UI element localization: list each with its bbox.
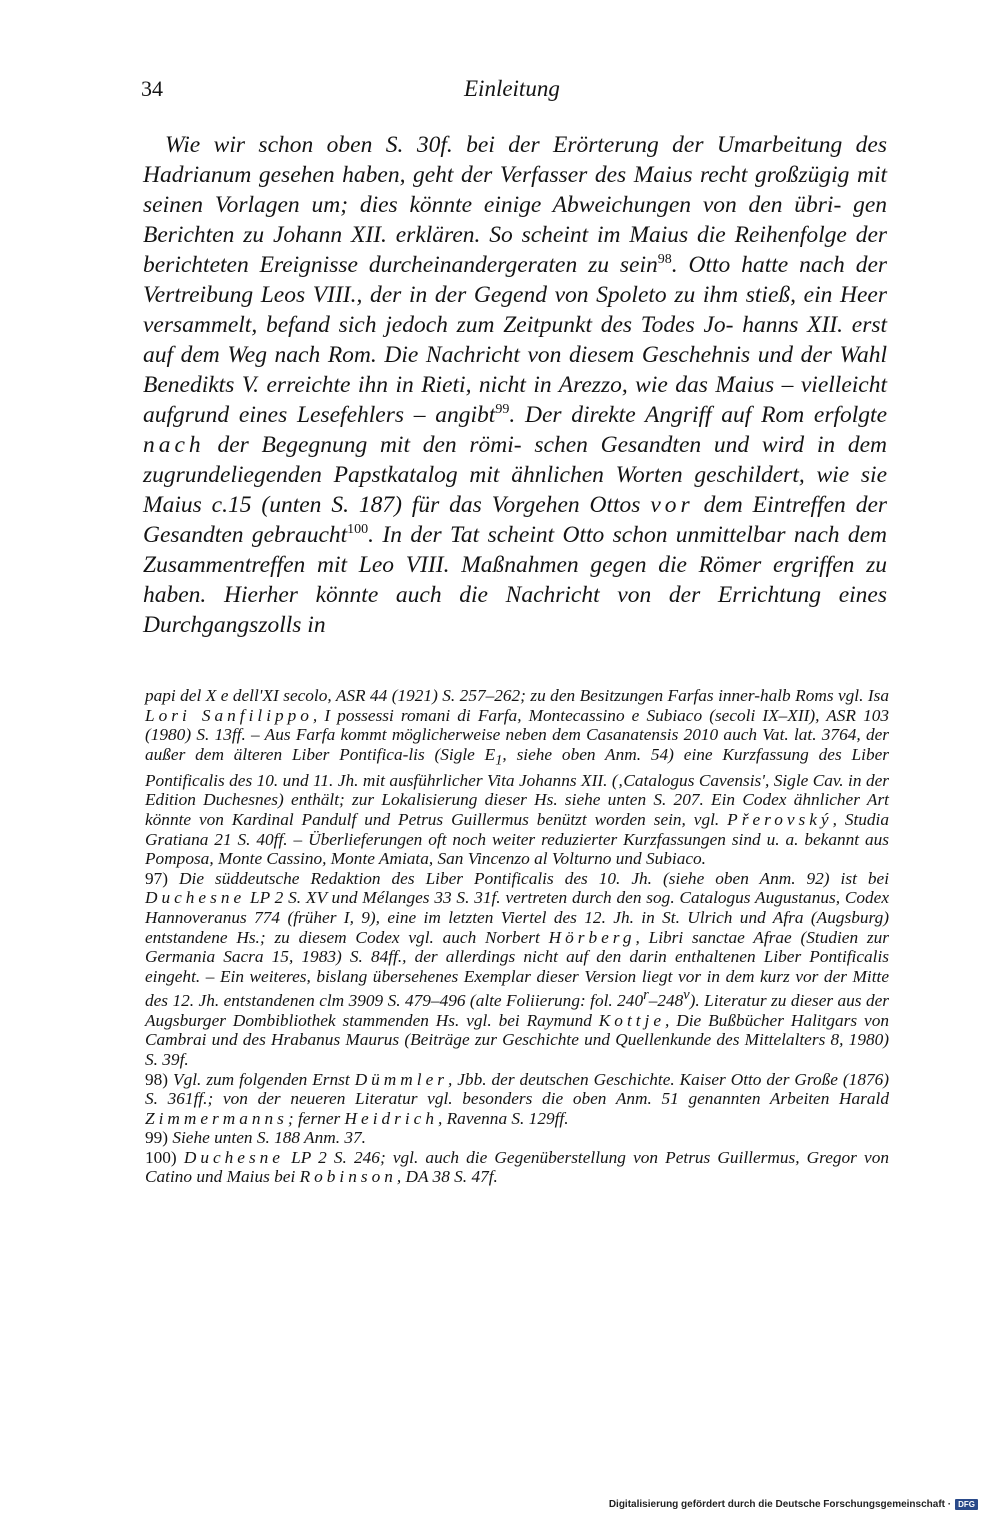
fn-text: Vgl. zum folgenden Ernst [168, 1069, 355, 1089]
fn-text: , Ravenna S. 129ff. [437, 1108, 569, 1128]
subscript: 1 [495, 752, 503, 769]
text-line: mit seinen Vorlagen um; dies könnte einige Abweichungen von den übri- [143, 162, 887, 218]
page-number: 34 [141, 76, 163, 101]
author-name: Dümmler [354, 1069, 448, 1089]
footnote-97 [145, 869, 889, 1070]
text-line: Geschehnis und der Wahl Benedikts V. erreichte ihn in Rieti, nicht in [143, 342, 887, 398]
author-name: Robinson [299, 1167, 397, 1187]
fn-text: Siehe unten S. 188 Anm. 37. [168, 1128, 366, 1148]
author-name: Přerovský [727, 810, 833, 830]
text-line: gen Berichten zu Johann XII. erklären. So scheint im Maius die Reihenfolge [143, 192, 887, 248]
text-line: Vorgehen Ottos [491, 492, 641, 518]
fn-text: , I possessi romani di Farfa, Montecassino e Subiaco (secoli IX–XII), ASR 103 (1980) S. 13ff. – Aus Farfa kommt möglicherweise neben dem Casanatensis 2010 auch Vat. lat. 3764, der außer dem älteren Liber Pontifica-lis (Sigle E [145, 705, 889, 764]
fn-text: , Jbb. der deutschen Geschichte. Kaiser Otto der Große (1876) S. 361ff.; von der neueren Literatur vgl. besonders die oben Anm. 51 genannten Arbeiten Harald [145, 1069, 889, 1109]
fn-text: –248 [648, 991, 684, 1011]
footnote-ref-98: 98 [657, 252, 672, 267]
fn-text: Die süddeutsche Redaktion des Liber Pontificalis des 10. Jh. (siehe oben Anm. 92) ist bei [168, 868, 889, 888]
footnote-ref-100: 100 [347, 522, 369, 537]
author-name: Hörberg [548, 927, 636, 947]
text-line: Wie wir schon oben S. 30f. bei der Erörterung der Umarbeitung des [165, 132, 887, 158]
footer-text: Digitalisierung gefördert durch die Deutsche Forschungsgemeinschaft · [608, 1499, 952, 1510]
footnote-99 [145, 1128, 889, 1148]
text-line: . Otto hatte nach [671, 252, 845, 278]
text-line: ein Heer versammelt, befand sich jedoch zum Zeitpunkt des Todes Jo- [143, 282, 888, 338]
text-line: Hadrianum gesehen haben, geht der Verfasser des Maius recht großzügig [143, 162, 850, 188]
text-line: Arezzo, wie das Maius – vielleicht aufgrund eines Lesefehlers – angibt [143, 372, 887, 428]
footnote-number: 100) [145, 1147, 177, 1167]
fn-text: , Studia Gratiana 21 S. 40ff. – Überlieferungen oft noch weiter reduzierter Kurzfassungen sind u. a. bekannt aus Pomposa, Monte Cassino, Monte Amiata, San Vincenzo al Volturno und Subiaco. [145, 810, 889, 869]
spaced-word: nach [143, 432, 205, 458]
author-name: Heidrich [344, 1108, 438, 1128]
text-line: Leo VIII. Maßnahmen gegen die Römer ergriffen zu haben. Hierher [143, 552, 888, 608]
footnote-continuation [145, 686, 889, 869]
dfg-logo: DFG [955, 1499, 978, 1510]
author-name: Kottje [598, 1010, 666, 1030]
author-name: Duchesne [183, 1147, 284, 1167]
footnote-ref-99: 99 [495, 402, 510, 417]
fn-text [177, 1148, 184, 1167]
text-line: hanns XII. erst auf dem Weg nach Rom. Die Nachricht von diesem [143, 312, 888, 368]
text-line: Der direkte Angriff auf Rom erfolgte [524, 402, 888, 428]
text-line: ähnlichen Worten geschildert, wie sie Maius c.15 (unten S. 187) für das [143, 462, 888, 518]
text-line: . In der [368, 522, 442, 548]
text-line: dem Eintreffen der Gesandten gebraucht [143, 492, 888, 548]
footnotes [145, 686, 889, 1187]
text-line: Tat scheint Otto schon unmittelbar nach dem Zusammentreffen mit [143, 522, 888, 578]
digitization-footer [609, 1499, 978, 1510]
text-line: der Vertreibung Leos VIII., der in der Gegend von Spoleto zu ihm stieß, [143, 252, 888, 308]
superscript: r [643, 987, 649, 1004]
footnote-number: 97) [145, 868, 169, 888]
text-line: der Begegnung mit den römi- [217, 432, 522, 458]
footnote-98 [145, 1070, 889, 1129]
fn-text: LP 2 S. XV und Mélanges 33 S. 31f. vertreten durch den sog. Catalogus Augustanus, Codex Hannoveranus 774 (früher I, 9), eine im letzten Viertel des 12. Jh. in St. Ulrich und Afra (Augsburg) entstandene Hs.; zu diesem Codex vgl. auch Norbert [145, 888, 889, 947]
author-name: Duchesne [145, 888, 246, 908]
footnote-number: 99) [145, 1128, 169, 1148]
author-name: Zimmermanns [145, 1108, 288, 1128]
running-head: Einleitung [464, 76, 560, 101]
superscript: v [683, 987, 690, 1004]
spaced-word: vor [650, 492, 694, 518]
text-line: . [509, 402, 516, 428]
main-text [143, 130, 887, 640]
fn-text: , Die Bußbücher Halitgars von Cambrai und des Hrabanus Maurus (Beiträge zur Geschichte und Quellenkunde des Mittelalters 8, 1980) S. 39f. [145, 1010, 889, 1069]
fn-text: ). Literatur zu dieser aus der Augsburger Dombibliothek stammenden Hs. vgl. bei Raymund [145, 991, 890, 1030]
text-line: der berichteten Ereignisse durcheinandergeraten zu sein [143, 222, 888, 278]
footnote-number: 98) [145, 1069, 169, 1089]
fn-text: , DA 38 S. 47f. [396, 1167, 498, 1187]
text-line: könnte auch die Nachricht von der Errichtung eines Durchgangszolls in [143, 582, 887, 638]
author-name: Lori Sanfilippo [145, 705, 313, 725]
footnote-100 [145, 1148, 889, 1187]
fn-text: , siehe oben Anm. 54) eine Kurzfassung des Liber Pontificalis des 10. und 11. Jh. mit ausführlicher Vita Johanns XII. (‚Catalogus Cavensis', Sigle Cav. in der Edition Duchesnes) enthält; zur Lokalisierung dieser Hs. siehe unten S. 207. Ein Codex ähnlicher Art könnte von Kardinal Pandulf und Petrus Guillermus benützt worden sein, vgl. [145, 744, 889, 830]
fn-text: papi del X e dell'XI secolo, ASR 44 (1921) S. 257–262; zu den Besitzungen Farfas inner-halb Roms vgl. Isa [145, 686, 889, 705]
fn-text: , Libri sanctae Afrae (Studien zur Germania Sacra 15, 1983) S. 84ff., der allerdings nicht auf den darin enthaltenen Liber Pontificalis eingeht. – Ein weiteres, bislang übersehenes Exemplar dieser Version liegt vor in dem kurz vor der Mitte des 12. Jh. entstandenen clm 3909 S. 479–496 (alte Foliierung: fol. 240 [145, 927, 890, 1011]
text-line: schen Gesandten und wird in dem zugrundeliegenden Papstkatalog mit [143, 432, 888, 488]
fn-text: LP 2 S. 246; vgl. auch die Gegenüberstellung von Petrus Guillermus, Gregor von Catino und Maius bei [145, 1147, 890, 1187]
fn-text: ; ferner [287, 1108, 345, 1128]
